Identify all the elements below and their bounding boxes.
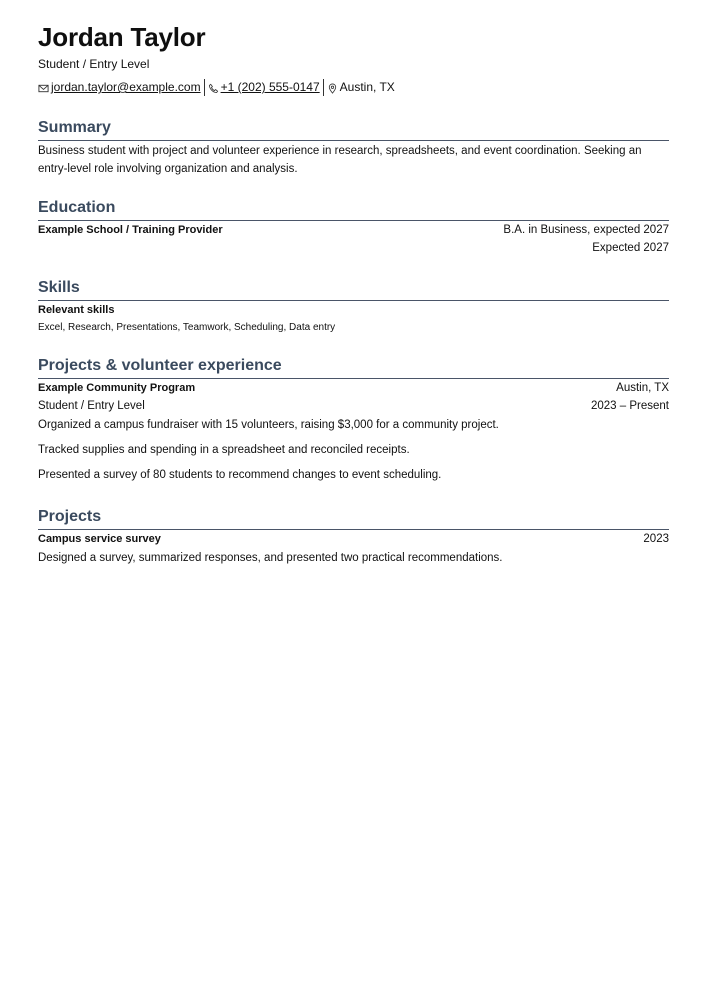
school-name: Example School / Training Provider bbox=[38, 224, 223, 236]
experience-org-row bbox=[38, 379, 669, 397]
education-date: Expected 2027 bbox=[592, 242, 669, 254]
section-title-projects: Projects bbox=[38, 507, 669, 530]
projects-section bbox=[38, 507, 669, 567]
skills-label: Relevant skills bbox=[38, 304, 115, 316]
contact-bar bbox=[38, 78, 669, 96]
location-text: Austin, TX bbox=[339, 80, 395, 94]
section-title-summary: Summary bbox=[38, 118, 669, 141]
mail-icon bbox=[38, 83, 49, 94]
project-description: Designed a survey, summarized responses, and presented two practical recommendations. bbox=[38, 552, 503, 564]
experience-bullet: Presented a survey of 80 students to recommend changes to event scheduling. bbox=[38, 469, 442, 481]
experience-bullet: Organized a campus fundraiser with 15 volunteers, raising $3,000 for a community project. bbox=[38, 419, 499, 431]
section-title-experience: Projects & volunteer experience bbox=[38, 356, 669, 379]
education-row bbox=[38, 221, 669, 239]
experience-section bbox=[38, 356, 669, 484]
candidate-headline: Student / Entry Level bbox=[38, 57, 150, 71]
contact-phone bbox=[208, 78, 320, 96]
section-title-education: Education bbox=[38, 198, 669, 221]
phone-link[interactable]: +1 (202) 555-0147 bbox=[220, 80, 320, 94]
skills-label-row bbox=[38, 301, 669, 319]
education-section bbox=[38, 198, 669, 257]
summary-text: Business student with project and volunteer experience in research, spreadsheets, and event coordination. Seeking an entry-level role involving organization and analysis. bbox=[38, 145, 642, 175]
project-year: 2023 bbox=[643, 533, 669, 545]
contact-divider bbox=[204, 79, 205, 96]
education-date-row bbox=[38, 239, 669, 257]
email-link[interactable]: jordan.taylor@example.com bbox=[51, 80, 201, 94]
project-row bbox=[38, 530, 669, 548]
candidate-name: Jordan Taylor bbox=[38, 22, 206, 52]
contact-divider bbox=[323, 79, 324, 96]
experience-role-row bbox=[38, 397, 669, 415]
skills-list: Excel, Research, Presentations, Teamwork, Scheduling, Data entry bbox=[38, 322, 336, 333]
phone-icon bbox=[208, 83, 219, 94]
experience-role: Student / Entry Level bbox=[38, 400, 145, 412]
organization-name: Example Community Program bbox=[38, 382, 196, 394]
skills-section bbox=[38, 278, 669, 337]
contact-email bbox=[38, 78, 201, 96]
experience-dates: 2023 – Present bbox=[590, 400, 669, 412]
degree-text: B.A. in Business, expected 2027 bbox=[503, 224, 669, 236]
summary-section bbox=[38, 118, 669, 178]
experience-location: Austin, TX bbox=[616, 382, 669, 394]
section-title-skills: Skills bbox=[38, 278, 669, 301]
contact-location bbox=[327, 78, 395, 96]
project-name: Campus service survey bbox=[38, 533, 161, 545]
location-icon bbox=[327, 83, 338, 94]
experience-bullet: Tracked supplies and spending in a spreadsheet and reconciled receipts. bbox=[38, 444, 410, 456]
